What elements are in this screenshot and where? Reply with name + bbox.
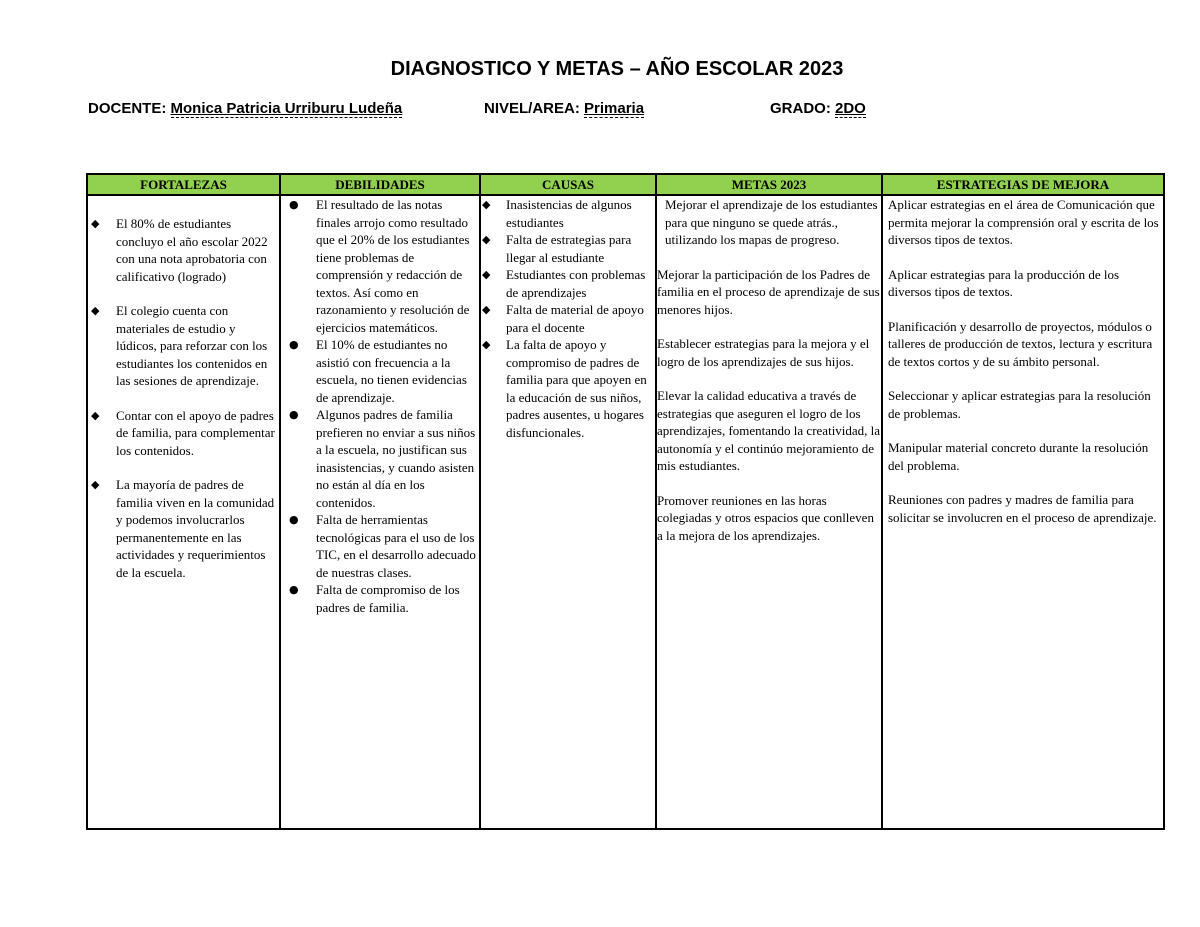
list-item: ● El resultado de las notas finales arrojo como resultado que el 20% de los estudiantes tiene problemas de comprensión y redacción de textos. Así como en razonamiento y resolución de ejercicios matemáticos.: [289, 197, 470, 335]
round-bullet-icon: ●: [289, 198, 299, 211]
list-item: ◆ Contar con el apoyo de padres de familia, para complementar los contenidos.: [91, 407, 275, 458]
docente-field: [88, 100, 402, 117]
list-item: ● Falta de compromiso de los padres de familia.: [289, 582, 460, 615]
diamond-bullet-icon: ◆: [482, 233, 491, 246]
page-title: DIAGNOSTICO Y METAS – AÑO ESCOLAR 2023: [390, 58, 844, 80]
meta-paragraph: Promover reuniones en las horas colegiadas y otros espacios que conlleven a la mejora de los aprendizajes.: [657, 492, 874, 543]
round-bullet-icon: ●: [289, 338, 299, 351]
grado-label: GRADO:: [770, 100, 831, 117]
list-item: ◆ El 80% de estudiantes concluyo el año escolar 2022 con una nota aprobatoria con calificativo (logrado): [91, 216, 268, 284]
header-estrategias: ESTRATEGIAS DE MEJORA: [882, 174, 1164, 195]
header-causas: CAUSAS: [480, 174, 656, 195]
estrategia-paragraph: Planificación y desarrollo de proyectos, módulos o talleres de producción de textos, lectura y escritura de textos cortos y de su ámbito personal.: [888, 318, 1153, 369]
meta-paragraph: Elevar la calidad educativa a través de estrategias que aseguren el logro de los aprendizajes, fomentando la creatividad, la autonomía y el continúo mejoramiento de mis estudiantes.: [657, 388, 881, 473]
grado-value: 2DO: [835, 100, 866, 117]
meta-paragraph: Establecer estrategias para la mejora y el logro de los aprendizajes de sus hijos.: [657, 336, 870, 369]
round-bullet-icon: ●: [289, 583, 299, 596]
header-fortalezas: FORTALEZAS: [87, 174, 280, 195]
list-item: ◆ Falta de estrategias para llegar al estudiante: [482, 232, 632, 265]
table-header-row: [87, 174, 1164, 195]
estrategia-paragraph: Aplicar estrategias en el área de Comunicación que permita mejorar la comprensión oral y escrita de los diversos tipos de textos.: [888, 197, 1159, 247]
header-metas: METAS 2023: [656, 174, 882, 195]
list-item: ● Algunos padres de familia prefieren no enviar a sus niños a la escuela, no justifican sus inasistencias, y cuando asisten no están al día en los contenidos.: [289, 407, 476, 510]
table-body-row: [87, 195, 1164, 829]
list-item: ◆ El colegio cuenta con materiales de estudio y lúdicos, para reforzar con los estudiantes los contenidos en las sesiones de aprendizaje.: [91, 303, 268, 388]
diamond-bullet-icon: ◆: [91, 408, 100, 422]
diamond-bullet-icon: ◆: [91, 304, 100, 317]
grado-field: [770, 100, 866, 117]
diamond-bullet-icon: ◆: [91, 217, 100, 230]
metas-cell: [656, 195, 882, 829]
meta-paragraph: Mejorar el aprendizaje de los estudiantes para que ninguno se quede atrás., utilizando los mapas de progreso.: [665, 197, 878, 247]
list-item: ◆ La mayoría de padres de familia viven en la comunidad y podemos involucrarlos permanentemente en las actividades y requerimientos de la escuela.: [91, 477, 275, 580]
fortalezas-cell: [87, 195, 280, 829]
meta-paragraph: Mejorar la participación de los Padres de familia en el proceso de aprendizaje de sus menores hijos.: [657, 266, 880, 317]
estrategia-paragraph: Seleccionar y aplicar estrategias para la resolución de problemas.: [888, 388, 1151, 421]
docente-label: DOCENTE:: [88, 100, 167, 117]
diagnostic-table: [86, 173, 1165, 830]
estrategias-cell: [882, 195, 1164, 829]
diamond-bullet-icon: ◆: [482, 303, 491, 316]
estrategia-paragraph: Aplicar estrategias para la producción de los diversos tipos de textos.: [888, 266, 1120, 299]
debilidades-cell: [280, 195, 480, 829]
header-debilidades: DEBILIDADES: [280, 174, 480, 195]
list-item: ◆ La falta de apoyo y compromiso de padres de familia para que apoyen en la educación de sus niños, padres ausentes, u hogares disfuncionales.: [482, 337, 647, 440]
round-bullet-icon: ●: [289, 408, 299, 421]
diamond-bullet-icon: ◆: [91, 478, 100, 491]
nivel-value: Primaria: [584, 100, 645, 117]
estrategia-paragraph: Reuniones con padres y madres de familia para solicitar se involucren en el proceso de aprendizaje.: [888, 492, 1157, 525]
nivel-field: [484, 100, 644, 117]
round-bullet-icon: ●: [289, 513, 299, 526]
list-item: ◆ Falta de material de apoyo para el docente: [482, 302, 644, 335]
diamond-bullet-icon: ◆: [482, 338, 491, 351]
list-item: ● El 10% de estudiantes no asistió con frecuencia a la escuela, no tienen evidencias de aprendizaje.: [289, 337, 467, 405]
causas-cell: [480, 195, 656, 829]
estrategia-paragraph: Manipular material concreto durante la resolución del problema.: [888, 440, 1149, 473]
list-item: ◆ Inasistencias de algunos estudiantes: [482, 197, 632, 230]
diamond-bullet-icon: ◆: [482, 198, 491, 211]
nivel-label: NIVEL/AREA:: [484, 100, 580, 117]
docente-value: Monica Patricia Urriburu Ludeña: [170, 100, 403, 117]
diamond-bullet-icon: ◆: [482, 268, 491, 281]
list-item: ● Falta de herramientas tecnológicas para el uso de los TIC, en el desarrollo adecuado de nuestras clases.: [289, 512, 476, 580]
list-item: ◆ Estudiantes con problemas de aprendizajes: [482, 267, 646, 300]
